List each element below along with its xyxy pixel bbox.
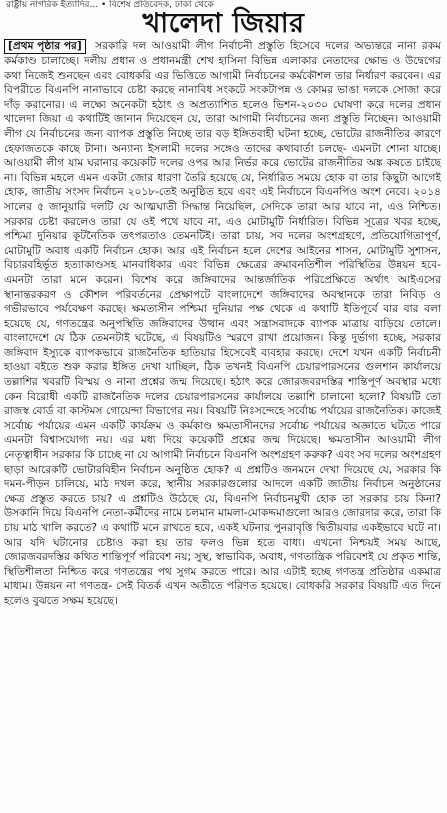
continued-from-front-page-kicker: [প্রথম পৃষ্ঠার পর] <box>4 39 86 54</box>
article-sentence: আর এই নির্বাচন হলে দেশের আইনের শাসন, মোটামুটি সুশাসন, বিচারবহির্ভূত হত্যাকাণ্ডসহ মানবাধিকার এবং বিভিন্ন ক্ষেত্রের ক্রমাবনতিশীল পরিস্থিতির উন্নয়ন হবে- এমনটা তারা মনে করেন। <box>4 244 441 286</box>
article-sentence: আওয়ামী লীগ যে নির্বাচনের জন্য ব্যাপক প্রস্তুতি নিচ্ছে তার বড় ইঙ্গিতবাহী ঘটনা হচ্ছে, ভোটের রাজনীতির কারণে হেফাজতকে কাছে টানা। <box>4 113 441 155</box>
article-sentence: কাজেই সর্বোচ্চ পর্যায়ের এমন একটি কার্যক্রম ও কর্মকাণ্ড ক্ষমতাসীনদের সর্বোচ্চ পর্যায়ের অজ্ঞাতে ঘটতে পারে এমনটা বিশ্বাসযোগ্য নয়। <box>4 405 441 447</box>
article-sentence: ক্ষমতাসীন পশ্চিমা দুনিয়ার পক্ষ থেকে এ কথাটি ইতিপূর্বে বার বার বলা হয়েছে যে, গণতন্ত্রের অনুপস্থিতি জঙ্গিবাদের উত্থান এবং সন্ত্রাসবাদকে ব্যাপক মাত্রায় বাড়িয়ে তোলে। <box>4 303 441 330</box>
headline: খালেদা জিয়ার <box>142 8 305 39</box>
article-sentence: উন্নয়ন না গণতন্ত্র- সেই বিতর্ক এখন অতীতে পরিণত হয়েছে। <box>35 580 292 593</box>
article-sentence: উসকানি দিয়ে বিএনপি নেতা-কর্মীদের নামে চলমান মামলা-মোকদ্দমাগুলো আরও জোরদার করে, তারা কি চায় মাঠ খালি করতে? <box>4 507 441 534</box>
article-sentence: সরকারি দল আওয়ামী লীগ নির্বাচনী প্রস্তুতি হিসেবে দলের অভ্যন্তরে নানা রকম কর্মকাণ্ড চালাচ্ছে। <box>4 40 441 67</box>
article-sentence: এখনো নিশ্চয়ই সময় আছে, জোরজবরদস্তির কথিত শান্তিপূর্ণ পরিবেশ নয়; সুস্থ, স্বাভাবিক, অবাধ, গণতান্ত্রিক পরিবেশই যে প্রকৃত শান্তি, স্থিতিশীলতা নিশ্চিত করে গণতন্ত্রের পথ সুগম করতে পারে। <box>4 536 441 578</box>
article-body <box>4 39 441 809</box>
article-sentence: ২০১৪ সালের ৫ জানুয়ারি দলটি যে আত্মঘাতী সিদ্ধান্ত নিয়েছিল, সেদিকে তারা আর যাবে না, এও নিশ্চিত। <box>4 186 441 213</box>
article-sentence: এ কথাটি মনে রাখতে হবে, একই ঘটনার পুনরাবৃত্তি দ্বিতীয়বার একইভাবে ঘটে না। <box>100 522 441 534</box>
article-sentence: তারা চায়, সব দলের অংশগ্রহণে, প্রতিযোগিতাপূর্ণ, মোটামুটি অবাধ একটি নির্বাচন হোক। <box>4 230 441 257</box>
article-sentence: সরকার চেষ্টা করলেও তারা যে ওই পথে যাবে না, এও মোটামুটি নির্ধারিত। <box>4 215 328 228</box>
article-sentence: বিভিন্ন মহলে এমন একটা জোর ধারণা তৈরি হয়েছে যে, নির্ধারিত সময়ে হোক বা তার কিছুটা আগেই হোক, জাতীয় সংসদ নির্বাচন ২০১৮-তেই অনুষ্ঠিত হবে এবং এই নির্বাচনে বিএনপিও অংশ নেবে। <box>4 171 441 199</box>
article-sentence: বিভিন্ন সূত্রের খবর হচ্ছে, পশ্চিমা দুনিয়ার কূটনৈতিক তৎপরতাও তেমনটিই। <box>4 215 441 243</box>
article-sentence: দলীয় প্রধান ও প্রধানমন্ত্রী শেখ হাসিনা বিভিন্ন এলাকার নেতাদের ক্ষোভ ও উদ্বেগের কথা নিজেই শুনছেন এবং বোধকরি এর ভিত্তিতে আগামী নির্বাচনের কর্মকৌশল তার নির্ধারণ করবেন। <box>4 55 441 82</box>
article-sentence: বিষয়টি তো রাজস্ব বোর্ড বা কাস্টমস গোয়েন্দা বিভাগের নয়। <box>4 390 441 418</box>
article-sentence: বোধকরি সরকার বিষয়টি এত দিনে হলেও বুঝতে সক্ষম হয়েছে। <box>4 580 441 607</box>
article-sentence: বিশেষ করে জঙ্গিবাদের আন্তর্জাতিক পরিপ্রেক্ষিতে অর্থাৎ আইএসের স্থানান্তরকরণ ও কৌশল পরিবর্তনের প্রেক্ষাপটে বাংলাদেশে জঙ্গিবাদের অবস্থানকে তারা নিবিড় ও গভীরভাবে পর্যবেক্ষণ করছে। <box>4 273 441 316</box>
top-strip-text: রাষ্ট্রীয় নাগরিক ইত্যাদির... • বিশেষ প্রতিবেদক, ঢাকা থেকে <box>6 0 214 10</box>
article-sentence: এর বিপরীতে বিএনপি নানাভাবে চেষ্টা করছে নানাবিধ সংকটে সংকটাপন্ন ও কোমর ভাঙা দলকে সোজা করে দাঁড় করানোর। <box>4 69 441 111</box>
article-sentence: এ প্রশ্নটিও উঠেছে যে, বিএনপি নির্বাচনমুখী হোক তা সরকার চায় কিনা? <box>118 492 441 505</box>
article-sentence: এ প্রশ্নটিও জনমনে দেখা দিয়েছে যে, সরকার কি দমন-পীড়ন চালিয়ে, মাঠ দখল করে, স্থানীয় সরকারগুলোর আদলে একটি জাতীয় নির্বাচন অনুষ্ঠানের ক্ষেত্র প্রস্তুত করতে চায়? <box>4 463 441 505</box>
article-sentence: আর যদি ঘটানোর চেষ্টাও করা হয় তার ফলও ভিন্ন হতে বাধ্য। <box>4 536 305 549</box>
article-sentence: অন্যান্য ইসলামী দলের সঙ্গেও তাদের কথাবার্তা চলছে- এমনটা শোনা যাচ্ছে। <box>111 142 441 155</box>
article-sentence: আওয়ামী লীগ যাম ঘরানার কয়েকটি দলের ওপর আর নির্ভর করে ভোটের রাজনীতির অঙ্ক কষতে চাইছে না। <box>4 157 441 184</box>
article-sentence: ক্ষমতাসীন আওয়ামী লীগ নেতৃত্বাধীন সরকার কি চাচ্ছে না যে আগামী নির্বাচনে বিএনপি অংশগ্রহণ করুক? <box>4 434 441 462</box>
article-sentence: আর এটাই হচ্ছে গণতন্ত্র প্রতিষ্ঠার একমাত্র মাধ্যম। <box>4 565 441 593</box>
article-sentence: বাংলাদেশে যে ঠিক তেমনটাই ঘটেছে, এ বিষয়টিও স্মরণে রাখা প্রয়োজন। <box>4 332 324 345</box>
article-sentence: এর মধ্য দিয়ে কয়েকটি প্রশ্নের জন্ম দিয়েছে। <box>119 434 322 447</box>
article-sentence: এবং সব দলের অংশগ্রহণ ছাড়া আরেকটি ভোটারবিহীন নির্বাচন অনুষ্ঠিত হোক? <box>4 449 441 476</box>
article-sentence: দেশে যখন একটি নির্বাচনী হাওয়া বইতে শুরু করার ইঙ্গিত দেখা যাচ্ছিল, ঠিক তখনই বিএনপি চেয়ারপারসনের গুলশান কার্যালয়ে তল্লাশির খবরটি বিস্ময় ও নানা প্রশ্নের জন্ম দিয়েছে। <box>4 346 441 389</box>
article-sentence: বিষয়টি নিঃসন্দেহে সর্বোচ্চ পর্যায়ের রাজনৈতিক। <box>206 405 408 418</box>
article-sentence: এ লক্ষ্যে অনেকটা হঠাৎ ও অপ্রত্যাশিত হলেও ভিশন-২০৩০ ঘোষণা করে দলের প্রধান খালেদা জিয়া এ কথাটিই জানান দিয়েছেন যে, তারা আগামী নির্বাচনের জন্য প্রস্তুতি নিচ্ছেন। <box>4 98 441 126</box>
article-sentence: কিন্তু দুর্ভাগ্য হচ্ছে, সরকার জঙ্গিবাদ ইস্যুকে ব্যাপকভাবে রাজনৈতিক হাতিয়ার হিসেবেই ব্যবহার করছে। <box>4 332 441 359</box>
article-sentence: হঠাৎ করে জোরজবরদস্তির শান্তিপূর্ণ অবস্থার মধ্যে কেন বিরোধী একটি রাজনৈতিক দলের চেয়ারপারসনের কার্যালয়ে তল্লাশি চালানো হলো? <box>4 376 441 403</box>
